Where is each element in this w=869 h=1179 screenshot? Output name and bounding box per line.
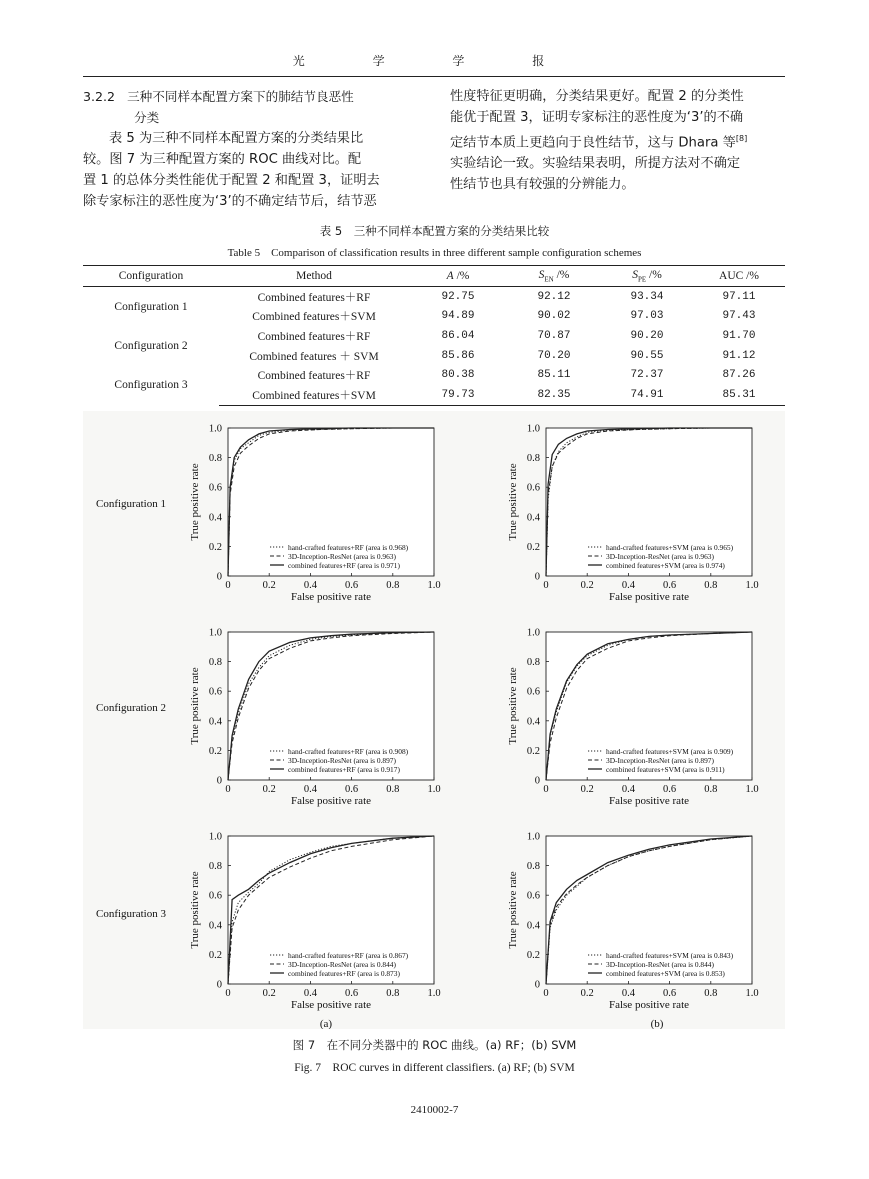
legend-entry: hand-crafted features+RF (area is 0.867) bbox=[288, 951, 409, 960]
y-tick-label: 0 bbox=[534, 571, 540, 583]
sensitivity-cell: 82.35 bbox=[507, 385, 601, 405]
accuracy-cell: 85.86 bbox=[441, 349, 475, 362]
auc-cell: 91.70 bbox=[722, 329, 756, 342]
x-tick-label: 0.2 bbox=[262, 988, 276, 999]
x-tick-label: 0.6 bbox=[345, 580, 359, 591]
x-tick-label: 1.0 bbox=[427, 988, 441, 999]
y-tick-label: 1.0 bbox=[526, 831, 540, 843]
section-title-cont: 分类 bbox=[134, 110, 160, 125]
paragraph-line-with-citation bbox=[450, 128, 790, 153]
x-tick-label: 1.0 bbox=[745, 988, 759, 999]
y-tick-label: 0 bbox=[534, 979, 540, 991]
specificity-cell: 74.91 bbox=[601, 385, 693, 405]
header-rule bbox=[83, 76, 785, 77]
y-tick-label: 0.8 bbox=[526, 657, 540, 669]
x-tick-label: 1.0 bbox=[427, 580, 441, 591]
y-tick-label: 0.8 bbox=[208, 861, 222, 873]
y-tick-label: 0.4 bbox=[208, 512, 222, 524]
y-tick-label: 0.8 bbox=[526, 861, 540, 873]
x-tick-label: 0.2 bbox=[262, 784, 276, 795]
auc-cell: 97.43 bbox=[722, 310, 756, 323]
y-tick-label: 0.2 bbox=[208, 541, 222, 553]
y-tick-label: 0.2 bbox=[526, 541, 540, 553]
accuracy-cell: 80.38 bbox=[441, 369, 475, 382]
legend-entry: hand-crafted features+SVM (area is 0.909) bbox=[606, 747, 734, 756]
legend-entry: combined features+SVM (area is 0.911) bbox=[606, 765, 725, 774]
y-tick-label: 0.2 bbox=[526, 949, 540, 961]
roc-panel-config2-svm bbox=[507, 628, 759, 808]
figure-caption-en: Fig. 7 ROC curves in different classifiers. (a) RF; (b) SVM bbox=[294, 1062, 575, 1074]
sensitivity-symbol: S bbox=[538, 268, 545, 281]
page-number: 2410002-7 bbox=[410, 1104, 459, 1116]
paragraph-line: 性结节也具有较强的分辨能力。 bbox=[450, 177, 635, 193]
legend-entry: 3D-Inception-ResNet (area is 0.897) bbox=[606, 756, 714, 765]
method-cell: Combined features＋SVM bbox=[252, 311, 376, 324]
specificity-cell: 93.34 bbox=[630, 290, 664, 303]
row-label-config-2: Configuration 2 bbox=[96, 702, 166, 714]
x-tick-label: 0.4 bbox=[621, 988, 635, 999]
x-tick-label: 0.8 bbox=[704, 580, 718, 591]
legend-entry: 3D-Inception-ResNet (area is 0.844) bbox=[288, 960, 396, 969]
sensitivity-cell: 70.87 bbox=[537, 329, 571, 342]
x-tick-label: 0.2 bbox=[580, 580, 594, 591]
sensitivity-cell: 85.11 bbox=[537, 369, 571, 382]
results-table bbox=[83, 265, 785, 406]
x-axis-label: False positive rate bbox=[608, 999, 690, 1011]
accuracy-unit: /% bbox=[453, 270, 470, 282]
auc-cell: 91.12 bbox=[722, 349, 756, 362]
sensitivity-unit: /% bbox=[553, 268, 570, 281]
paragraph-text: 定结节本质上更趋向于良性结节，这与 Dhara 等 bbox=[450, 135, 736, 151]
y-tick-label: 1.0 bbox=[526, 423, 540, 435]
x-tick-label: 1.0 bbox=[745, 784, 759, 795]
auc-cell: 97.11 bbox=[722, 290, 756, 303]
y-tick-label: 1.0 bbox=[526, 627, 540, 639]
y-tick-label: 0.2 bbox=[526, 745, 540, 757]
roc-panel-config2-rf bbox=[189, 628, 441, 808]
sensitivity-cell: 90.02 bbox=[537, 310, 571, 323]
specificity-cell: 97.03 bbox=[630, 310, 664, 323]
x-axis-label: False positive rate bbox=[608, 795, 690, 807]
y-tick-label: 0.6 bbox=[526, 482, 540, 494]
x-tick-label: 0.2 bbox=[262, 580, 276, 591]
col-header-specificity bbox=[601, 266, 693, 287]
y-axis-label: True positive rate bbox=[189, 667, 201, 745]
x-tick-label: 0.8 bbox=[386, 784, 400, 795]
col-header-sensitivity bbox=[507, 266, 601, 287]
citation[interactable]: [8] bbox=[735, 134, 748, 143]
y-tick-label: 0.8 bbox=[208, 453, 222, 465]
row-label-config-1: Configuration 1 bbox=[96, 498, 166, 510]
x-tick-label: 0.6 bbox=[345, 784, 359, 795]
y-axis-label: True positive rate bbox=[189, 871, 201, 949]
specificity-symbol: S bbox=[632, 268, 638, 281]
x-axis-label: False positive rate bbox=[290, 591, 372, 603]
figure-caption-cn: 图 7 在不同分类器中的 ROC 曲线。(a) RF；(b) SVM bbox=[292, 1038, 577, 1052]
legend-entry: 3D-Inception-ResNet (area is 0.963) bbox=[288, 552, 396, 561]
sensitivity-cell: 70.20 bbox=[537, 349, 571, 362]
y-tick-label: 1.0 bbox=[208, 423, 222, 435]
legend-entry: combined features+SVM (area is 0.974) bbox=[606, 561, 725, 570]
table-row bbox=[83, 287, 785, 307]
roc-panel-config3-svm bbox=[507, 832, 759, 1012]
x-axis-label: False positive rate bbox=[290, 795, 372, 807]
x-tick-label: 0 bbox=[543, 580, 549, 591]
y-axis-label: True positive rate bbox=[507, 463, 519, 541]
left-column bbox=[83, 86, 423, 212]
y-tick-label: 0.2 bbox=[208, 949, 222, 961]
section-number: 3.2.2 bbox=[83, 89, 116, 104]
legend-entry: combined features+RF (area is 0.873) bbox=[288, 969, 400, 978]
legend-entry: 3D-Inception-ResNet (area is 0.963) bbox=[606, 552, 714, 561]
y-tick-label: 0.8 bbox=[526, 453, 540, 465]
x-tick-label: 0.4 bbox=[303, 580, 317, 591]
y-tick-label: 0 bbox=[216, 571, 222, 583]
y-tick-label: 0.4 bbox=[526, 920, 540, 932]
x-tick-label: 0.4 bbox=[621, 580, 635, 591]
y-tick-label: 0.4 bbox=[208, 920, 222, 932]
paragraph-line: 表 5 为三种不同样本配置方案的分类结果比 bbox=[109, 131, 364, 146]
sensitivity-subscript: EN bbox=[544, 275, 554, 284]
legend-entry: hand-crafted features+SVM (area is 0.965) bbox=[606, 543, 734, 552]
x-tick-label: 0.4 bbox=[621, 784, 635, 795]
right-column bbox=[450, 86, 790, 195]
section-title: 三种不同样本配置方案下的肺结节良恶性 bbox=[127, 89, 354, 104]
x-tick-label: 0.2 bbox=[580, 988, 594, 999]
specificity-cell: 90.55 bbox=[630, 349, 664, 362]
panel-label-b: (b) bbox=[650, 1018, 664, 1029]
paragraph-line: 除专家标注的恶性度为‘3’的不确定结节后，结节恶 bbox=[83, 194, 377, 209]
roc-panel-config1-svm bbox=[507, 424, 759, 604]
panel-label-a: (a) bbox=[319, 1018, 333, 1029]
y-tick-label: 0.6 bbox=[526, 686, 540, 698]
section-heading bbox=[83, 86, 423, 107]
roc-panel-config1-rf bbox=[189, 424, 441, 604]
method-cell: Combined features＋RF bbox=[257, 330, 371, 343]
x-tick-label: 0 bbox=[225, 784, 231, 795]
paragraph-line: 能优于配置 3，证明专家标注的恶性度为‘3’的不确 bbox=[450, 110, 744, 125]
running-header: 光 学 学 报 bbox=[292, 54, 577, 68]
x-tick-label: 0.2 bbox=[580, 784, 594, 795]
x-axis-label: False positive rate bbox=[290, 999, 372, 1011]
paragraph-line: 较。图 7 为三种配置方案的 ROC 曲线对比。配 bbox=[83, 152, 362, 167]
accuracy-cell: 94.89 bbox=[441, 310, 475, 323]
x-tick-label: 0.4 bbox=[303, 784, 317, 795]
method-cell: Combined features＋SVM bbox=[219, 385, 409, 405]
y-axis-label: True positive rate bbox=[507, 667, 519, 745]
y-tick-label: 0 bbox=[216, 979, 222, 991]
y-tick-label: 0.2 bbox=[208, 745, 222, 757]
legend-entry: combined features+SVM (area is 0.853) bbox=[606, 969, 725, 978]
x-tick-label: 0.6 bbox=[345, 988, 359, 999]
figure-7 bbox=[83, 411, 785, 1029]
paragraph-line: 性度特征更明确，分类结果更好。配置 2 的分类性 bbox=[450, 89, 744, 104]
x-tick-label: 0.4 bbox=[303, 988, 317, 999]
legend-entry: hand-crafted features+SVM (area is 0.843) bbox=[606, 951, 734, 960]
x-tick-label: 0 bbox=[543, 988, 549, 999]
legend-entry: combined features+RF (area is 0.917) bbox=[288, 765, 400, 774]
config-cell: Configuration 1 bbox=[114, 300, 188, 313]
y-tick-label: 1.0 bbox=[208, 627, 222, 639]
legend-entry: 3D-Inception-ResNet (area is 0.844) bbox=[606, 960, 714, 969]
specificity-unit: /% bbox=[646, 268, 662, 281]
y-tick-label: 0.4 bbox=[208, 716, 222, 728]
legend-entry: hand-crafted features+RF (area is 0.908) bbox=[288, 747, 409, 756]
auc-cell: 87.26 bbox=[722, 369, 756, 382]
y-axis-label: True positive rate bbox=[507, 871, 519, 949]
sensitivity-cell: 92.12 bbox=[537, 290, 571, 303]
x-tick-label: 0.6 bbox=[663, 988, 677, 999]
col-header-method: Method bbox=[219, 266, 409, 287]
accuracy-cell: 92.75 bbox=[441, 290, 475, 303]
paragraph-line: 置 1 的总体分类性能优于配置 2 和配置 3，证明去 bbox=[83, 173, 380, 188]
x-tick-label: 0 bbox=[225, 580, 231, 591]
specificity-cell: 90.20 bbox=[630, 329, 664, 342]
y-tick-label: 0.6 bbox=[208, 686, 222, 698]
x-tick-label: 0.8 bbox=[386, 988, 400, 999]
x-tick-label: 1.0 bbox=[427, 784, 441, 795]
y-tick-label: 0.6 bbox=[208, 890, 222, 902]
x-tick-label: 0.8 bbox=[386, 580, 400, 591]
x-tick-label: 0.6 bbox=[663, 580, 677, 591]
paragraph-line: 实验结论一致。实验结果表明，所提方法对不确定 bbox=[450, 156, 741, 172]
y-tick-label: 0 bbox=[534, 775, 540, 787]
table-row bbox=[83, 326, 785, 346]
table-caption-cn: 表 5 三种不同样本配置方案的分类结果比较 bbox=[319, 224, 550, 238]
x-tick-label: 0 bbox=[225, 988, 231, 999]
y-tick-label: 0.6 bbox=[526, 890, 540, 902]
config-cell: Configuration 3 bbox=[114, 379, 188, 392]
x-axis-label: False positive rate bbox=[608, 591, 690, 603]
x-tick-label: 0 bbox=[543, 784, 549, 795]
col-header-accuracy bbox=[409, 266, 507, 287]
roc-figure-canvas bbox=[83, 411, 785, 1029]
table-row bbox=[83, 365, 785, 385]
y-tick-label: 0 bbox=[216, 775, 222, 787]
method-cell: Combined features ＋ SVM bbox=[249, 350, 379, 363]
x-tick-label: 0.6 bbox=[663, 784, 677, 795]
specificity-subscript: PE bbox=[637, 275, 647, 284]
table-caption-en: Table 5 Comparison of classification results in three different sample configuration schemes bbox=[227, 247, 642, 259]
specificity-cell: 72.37 bbox=[630, 369, 664, 382]
y-tick-label: 1.0 bbox=[208, 831, 222, 843]
accuracy-symbol: A bbox=[446, 270, 454, 282]
x-tick-label: 0.8 bbox=[704, 988, 718, 999]
y-tick-label: 0.4 bbox=[526, 512, 540, 524]
config-cell: Configuration 2 bbox=[114, 339, 188, 352]
method-cell: Combined features＋RF bbox=[257, 370, 371, 383]
col-header-configuration: Configuration bbox=[83, 266, 219, 287]
legend-entry: 3D-Inception-ResNet (area is 0.897) bbox=[288, 756, 396, 765]
row-label-config-3: Configuration 3 bbox=[96, 908, 166, 920]
y-tick-label: 0.8 bbox=[208, 657, 222, 669]
col-header-auc: AUC /% bbox=[693, 266, 785, 287]
accuracy-cell: 86.04 bbox=[441, 329, 475, 342]
x-tick-label: 1.0 bbox=[745, 580, 759, 591]
y-tick-label: 0.4 bbox=[526, 716, 540, 728]
legend-entry: combined features+RF (area is 0.971) bbox=[288, 561, 400, 570]
roc-panel-config3-rf bbox=[189, 832, 441, 1012]
auc-cell: 85.31 bbox=[693, 385, 785, 405]
method-cell: Combined features＋RF bbox=[257, 291, 371, 304]
legend-entry: hand-crafted features+RF (area is 0.968) bbox=[288, 543, 409, 552]
y-axis-label: True positive rate bbox=[189, 463, 201, 541]
x-tick-label: 0.8 bbox=[704, 784, 718, 795]
table-header-row bbox=[83, 266, 785, 287]
accuracy-cell: 79.73 bbox=[409, 385, 507, 405]
y-tick-label: 0.6 bbox=[208, 482, 222, 494]
